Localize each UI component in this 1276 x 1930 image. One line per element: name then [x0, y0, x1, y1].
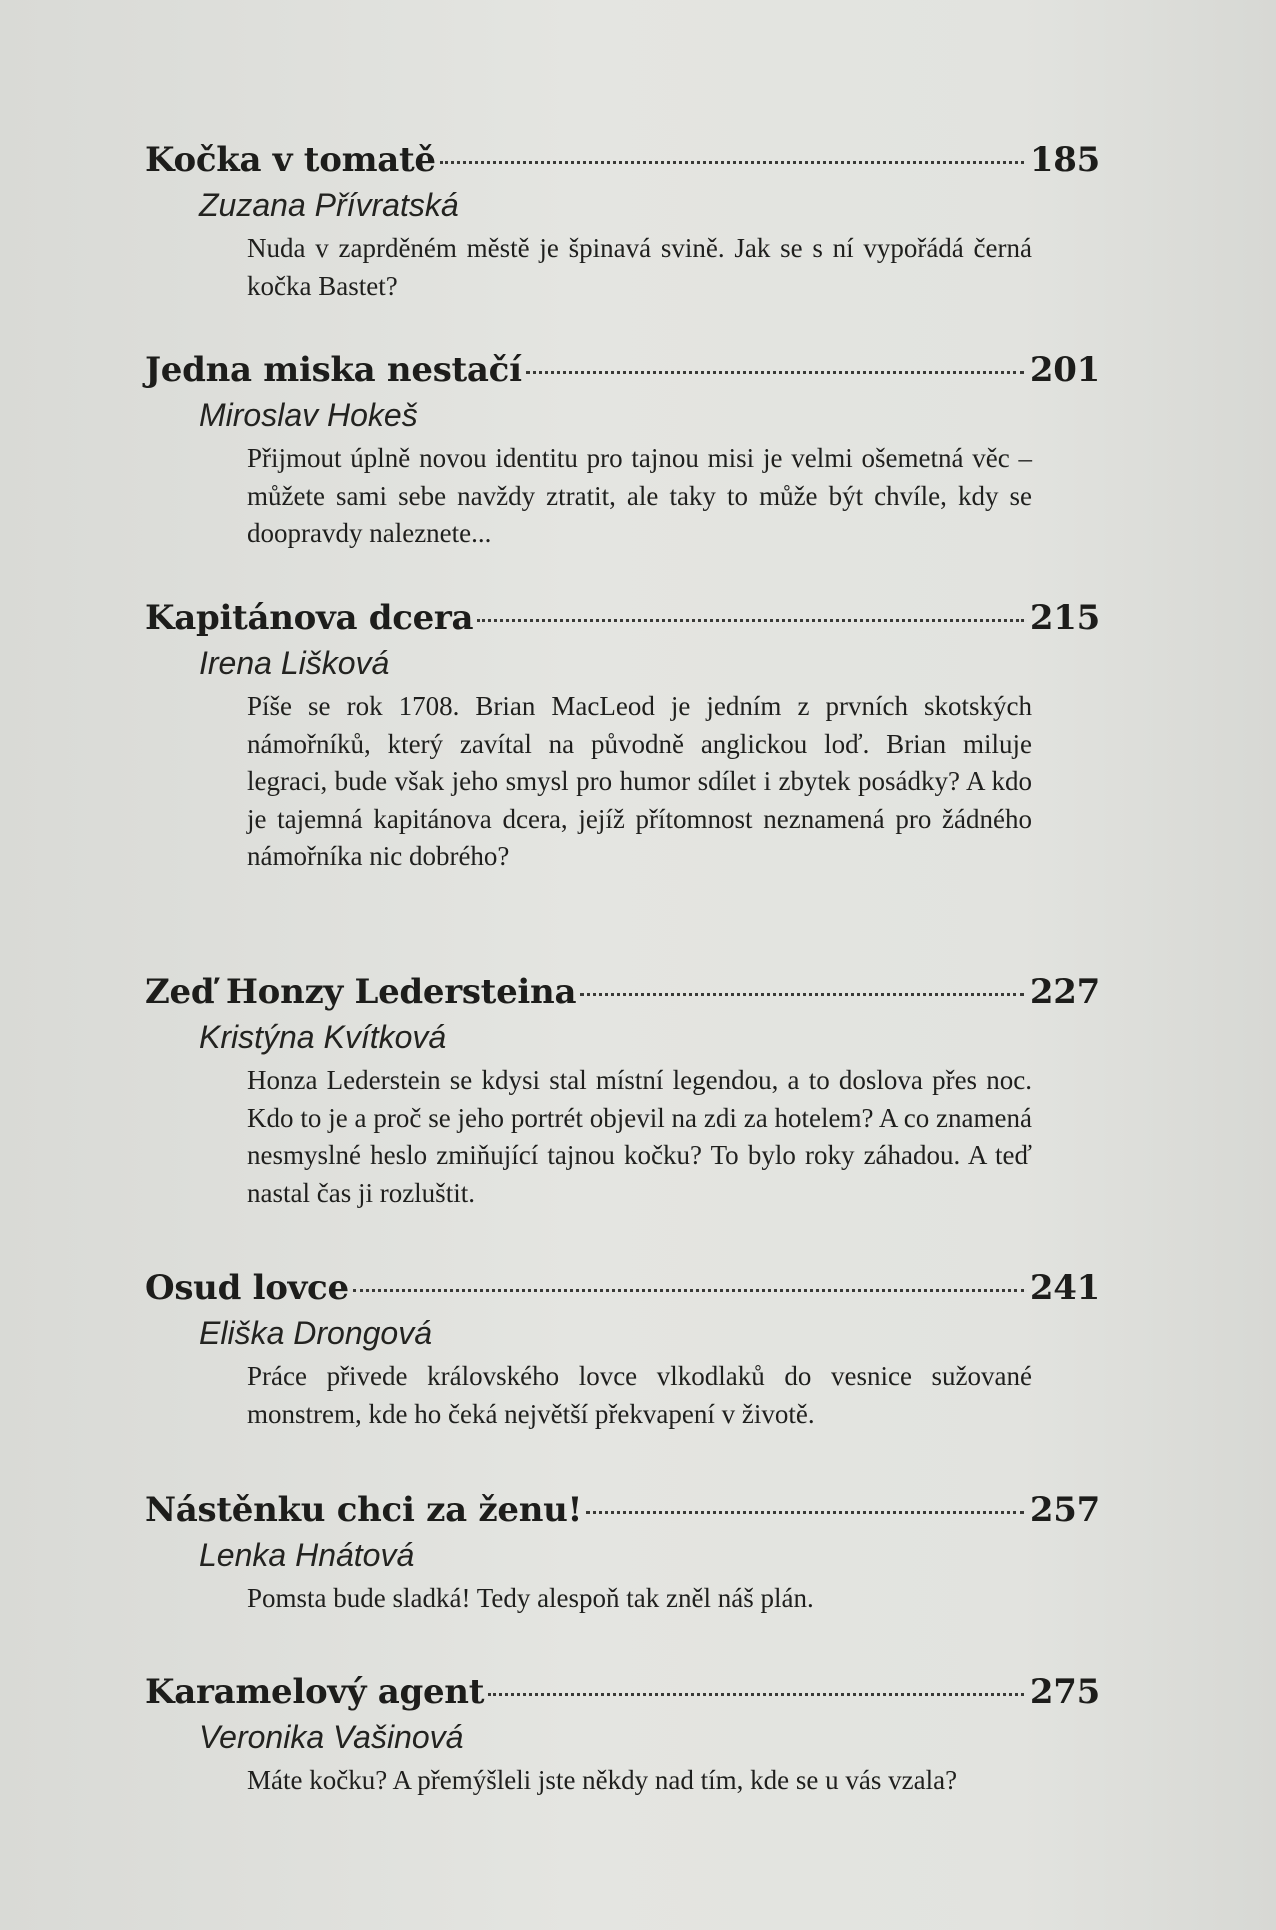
- entry-title-line: [145, 138, 1100, 182]
- dot-leader: [353, 1289, 1024, 1292]
- entry-title-line: [145, 1488, 1100, 1532]
- entry-title-line: [145, 970, 1100, 1014]
- entry-title: Nástěnku chci za ženu!: [145, 1490, 583, 1530]
- dot-leader: [580, 993, 1024, 996]
- entry-title: Osud lovce: [145, 1268, 349, 1308]
- entry-blurb: Přijmout úplně novou identitu pro tajnou misi je velmi ošemetná věc – můžete sami sebe navždy ztratit, ale taky to může být chvíle, kdy se doopravdy naleznete...: [247, 443, 1032, 548]
- entry-blurb: Pomsta bude sladká! Tedy alespoň tak zněl náš plán.: [247, 1583, 814, 1613]
- entry-page-number: 215: [1029, 598, 1100, 638]
- entry-blurb: Píše se rok 1708. Brian MacLeod je jedním z prvních skotských námořníků, který zavítal na původně anglickou loď. Brian miluje legraci, bude však jeho smysl pro humor sdílet i zbytek posádky? A kdo je tajemná kapitánova dcera, jejíž přítomnost neznamená pro žádného námořníka nic dobrého?: [247, 691, 1032, 871]
- entry-author: Eliška Drongová: [199, 1315, 432, 1351]
- entry-page-number: 227: [1029, 972, 1100, 1012]
- entry-title: Zeď Honzy Ledersteina: [145, 972, 577, 1012]
- entry-title: Kapitánova dcera: [145, 598, 474, 638]
- entry-title: Jedna miska nestačí: [145, 350, 522, 390]
- toc-entry: [145, 138, 1100, 305]
- toc-entry: [145, 1266, 1100, 1433]
- entry-blurb: Práce přivede královského lovce vlkodlaků do vesnice sužované monstrem, kde ho čeká největší překvapení v životě.: [247, 1361, 1032, 1429]
- toc-entry: [145, 348, 1100, 553]
- entry-title: Kočka v tomatě: [145, 140, 436, 180]
- entry-title-line: [145, 1670, 1100, 1714]
- entry-author: Lenka Hnátová: [199, 1537, 415, 1573]
- toc-entry: [145, 1488, 1100, 1618]
- entry-author: Irena Lišková: [199, 645, 390, 681]
- entry-title: Karamelový agent: [145, 1672, 485, 1712]
- dot-leader: [526, 371, 1024, 374]
- entry-author: Zuzana Přívratská: [199, 187, 459, 223]
- toc-entry: [145, 596, 1100, 876]
- toc-entry: [145, 970, 1100, 1212]
- entry-page-number: 201: [1029, 350, 1100, 390]
- entry-blurb: Nuda v zaprděném městě je špinavá svině. Jak se s ní vypořádá černá kočka Bastet?: [247, 233, 1032, 301]
- entry-author: Veronika Vašinová: [199, 1719, 464, 1755]
- entry-author: Miroslav Hokeš: [199, 397, 418, 433]
- entry-author: Kristýna Kvítková: [199, 1019, 447, 1055]
- entry-title-line: [145, 596, 1100, 640]
- entry-page-number: 275: [1029, 1672, 1100, 1712]
- entry-title-line: [145, 348, 1100, 392]
- entry-blurb: Honza Lederstein se kdysi stal místní legendou, a to doslova přes noc. Kdo to je a proč se jeho portrét objevil na zdi za hotelem? A co znamená nesmyslné heslo zmiňující tajnou kočku? To bylo roky záhadou. A teď nastal čas ji rozluštit.: [247, 1065, 1032, 1208]
- entry-page-number: 257: [1029, 1490, 1100, 1530]
- entry-title-line: [145, 1266, 1100, 1310]
- dot-leader: [440, 161, 1024, 164]
- dot-leader: [586, 1511, 1024, 1514]
- toc-entry: [145, 1670, 1100, 1800]
- entry-blurb: Máte kočku? A přemýšleli jste někdy nad tím, kde se u vás vzala?: [247, 1765, 958, 1795]
- entry-page-number: 185: [1029, 140, 1100, 180]
- dot-leader: [488, 1693, 1024, 1696]
- dot-leader: [477, 619, 1024, 622]
- entry-page-number: 241: [1029, 1268, 1100, 1308]
